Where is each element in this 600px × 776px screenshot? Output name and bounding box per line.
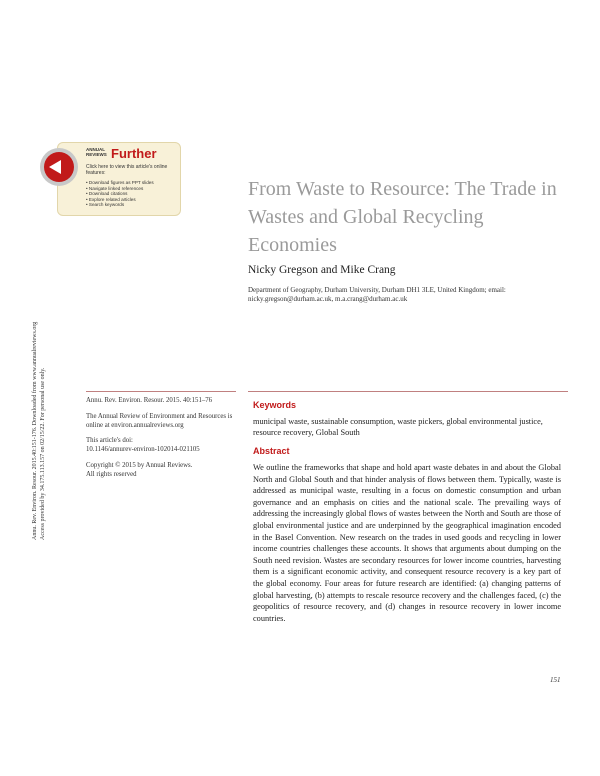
feature-item[interactable]: • Navigate linked references bbox=[86, 186, 154, 192]
abstract-text: We outline the frameworks that shape and hold apart waste debates in and about the Global North and Global South and that hinder analysis of flows between them. Typically, waste is addressed as municipal waste, resulting in a focus on domestic consumption and urban governance and an emphasis on cities and the national scale. The prevailing ways of addressing the increasingly global flows of wastes between the North and South are those of global environmental justice and are underpinned by the geographical imagination encoded in the Basel Convention. New research on the trades in used goods and recycling in lower income countries challenges these accounts. It shows that arguments about dumping on the South need revision. Wastes are secondary resources for lower income countries, harvesting them is a significant economic activity, and consequent resource recovery is a key part of the global economy. Four areas for future research are identified: (a) changing patterns of global harvesting, (b) attempts to rescale resource recovery and the challenges faced, (c) the geopolitics of resource recovery, and (d) changes in resource recovery in lower income countries. bbox=[253, 463, 561, 623]
feature-item[interactable]: • Download figures as PPT slides bbox=[86, 180, 154, 186]
copyright: Copyright © 2015 by Annual Reviews. bbox=[86, 462, 193, 469]
play-left-icon bbox=[49, 160, 61, 174]
side-line-1: Annu. Rev. Environ. Resour. 2015.40:151-176. Downloaded from www.annualreviews.org bbox=[32, 321, 38, 540]
article-affiliation: Department of Geography, Durham University, Durham DH1 3LE, United Kingdom; email: nicky.gregson@durham.ac.uk, m.a.crang@durham.ac.uk bbox=[248, 286, 506, 303]
feature-item[interactable]: • Download citations bbox=[86, 191, 154, 197]
article-title: From Waste to Resource: The Trade in Wastes and Global Recycling Economies bbox=[248, 178, 557, 256]
doi-label: This article's doi: bbox=[86, 437, 133, 444]
page-number: 151 bbox=[550, 676, 561, 684]
feature-item[interactable]: • Search keywords bbox=[86, 202, 154, 208]
keywords-text: municipal waste, sustainable consumption, waste pickers, global environmental justice, resource recovery, Global South bbox=[253, 417, 543, 437]
doi-link[interactable]: 10.1146/annurev-environ-102014-021105 bbox=[86, 446, 200, 453]
article-authors: Nicky Gregson and Mike Crang bbox=[248, 264, 396, 276]
divider-left bbox=[86, 391, 236, 392]
further-click-text[interactable]: Click here to view this article's online features: bbox=[86, 164, 168, 176]
citation: Annu. Rev. Environ. Resour. 2015. 40:151–76 bbox=[86, 397, 213, 404]
keywords-heading: Keywords bbox=[253, 400, 297, 410]
publisher-label: ANNUAL REVIEWS bbox=[86, 147, 107, 157]
online-note: The Annual Review of Environment and Resources is online at environ.annualreviews.org bbox=[86, 413, 233, 429]
abstract-heading: Abstract bbox=[253, 446, 290, 456]
divider-right bbox=[248, 391, 568, 392]
further-title[interactable]: Further bbox=[111, 146, 157, 161]
side-download-notice bbox=[32, 240, 62, 540]
rights: All rights reserved bbox=[86, 471, 137, 478]
feature-item[interactable]: • Explore related articles bbox=[86, 197, 154, 203]
further-features-list bbox=[86, 180, 154, 208]
side-line-2: Access provided by 34.175.113.157 on 02/15/22. For personal use only. bbox=[39, 367, 46, 540]
